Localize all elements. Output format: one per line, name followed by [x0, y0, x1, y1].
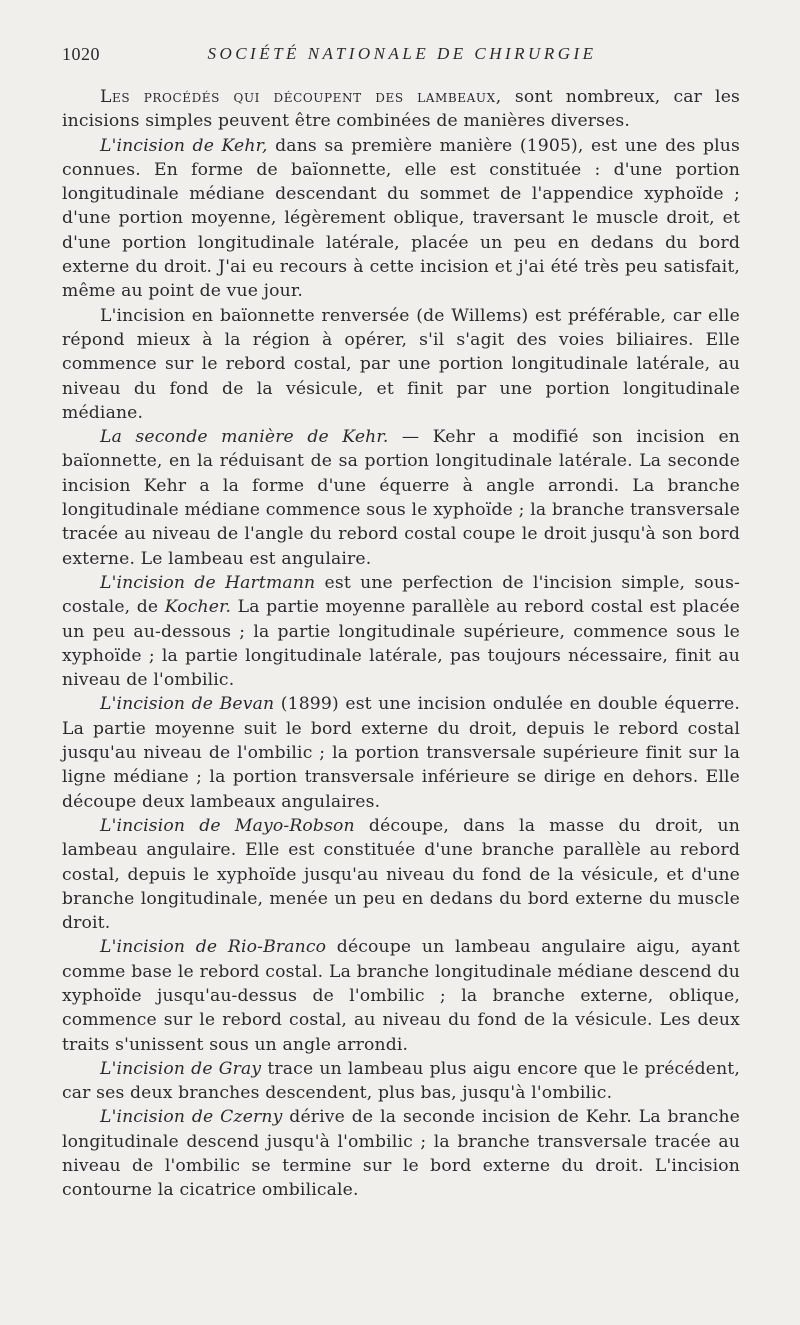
paragraph-kehr	[62, 134, 740, 304]
paragraph-text: dans sa première manière (1905), est une des plus connues. En forme de baïonnette, elle est constituée : d'une portion longitudinale médiane descendant du sommet de l'appendice xyphoïde ; d'une portion moyenne, légèrement oblique, traversant le muscle droit, et d'une portion longitudinale latérale, placée un peu en dedans du bord externe du droit. J'ai eu recours à cette incision et j'ai été très peu satisfait, même au point de vue jour.	[62, 135, 740, 302]
paragraph-lead: L'incision de Bevan	[100, 694, 275, 715]
paragraph-text: dérive de la seconde incision de Kehr. La branche longitudinale descend jusqu'à l'ombilic ; la branche transversale tracée au niveau de l'ombilic se termine sur le bord externe du droit. L'incision contourne la cicatrice ombilicale.	[62, 1107, 740, 1201]
paragraph-lead: L'incision de Rio-Branco	[100, 937, 327, 958]
paragraph-lead: L'incision de Czerny	[100, 1107, 283, 1128]
paragraph-rio-branco	[62, 935, 740, 1056]
paragraph-mayo-robson	[62, 814, 740, 935]
paragraph-text: sont nombreux, car les incisions simples peuvent être combinées de manières diverses.	[62, 87, 740, 132]
paragraph-bevan	[62, 692, 740, 813]
paragraph-tail: La partie moyenne parallèle au rebord costal est placée un peu au-dessous ; la partie longitudinale supérieure, commence sous le xyphoïde ; la partie longitudinale latérale, pas toujours nécessaire, finit au niveau de l'ombilic.	[62, 597, 740, 691]
paragraph-text: est une perfection de l'incision simple, sous-costale, de	[62, 572, 741, 618]
paragraph-lead: L'incision de Hartmann	[100, 572, 316, 593]
page-number: 1020	[62, 44, 100, 64]
paragraph-willems	[62, 304, 740, 425]
paragraph-text: trace un lambeau plus aigu encore que le précédent, car ses deux branches descendent, plus bas, jusqu'à l'ombilic.	[62, 1058, 740, 1104]
paragraph-text: L'incision en baïonnette renversée (de Willems) est préférable, car elle répond mieux à la région à opérer, s'il s'agit des voies biliaires. Elle commence sur le rebord costal, par une portion longitudinale latérale, au niveau du fond de la vésicule, et finit par une portion longitudinale médiane.	[62, 305, 740, 423]
paragraph-mid: Kocher.	[164, 597, 232, 618]
running-title: SOCIÉTÉ NATIONALE DE CHIRURGIE	[207, 44, 597, 63]
paragraph-czerny	[62, 1105, 740, 1202]
paragraph-lead: La seconde manière de Kehr.	[100, 427, 389, 448]
paragraph-intro	[62, 85, 740, 134]
paragraph-lead: L'incision de Mayo-Robson	[100, 815, 355, 836]
paragraph-lead: Les procédés qui découpent des lambeaux,	[100, 87, 502, 107]
paragraph-text: — Kehr a modifié son incision en baïonnette, en la réduisant de sa portion longitudinale latérale. La seconde incision Kehr a la forme d'une équerre à angle arrondi. La branche longitudinale médiane commence sous le xyphoïde ; la branche transversale tracée au niveau de l'angle du rebord costal coupe le droit jusqu'à son bord externe. Le lambeau est angulaire.	[62, 427, 740, 569]
paragraph-text: découpe, dans la masse du droit, un lambeau angulaire. Elle est constituée d'une branche parallèle au rebord costal, depuis le xyphoïde jusqu'au niveau du fond de la vésicule, et d'une branche longitudinale, menée un peu en dedans du bord externe du muscle droit.	[62, 815, 741, 934]
paragraph-kehr-second	[62, 425, 740, 571]
paragraph-text: (1899) est une incision ondulée en double équerre. La partie moyenne suit le bord externe du droit, depuis le rebord costal jusqu'au niveau de l'ombilic ; la portion transversale supérieure finit sur la ligne médiane ; la portion transversale inférieure se dirige en dehors. Elle découpe deux lambeaux angulaires.	[62, 694, 740, 812]
page-header	[62, 44, 742, 68]
paragraph-gray	[62, 1057, 740, 1106]
paragraph-lead: L'incision de Gray	[100, 1058, 262, 1079]
paragraph-hartmann	[62, 571, 740, 692]
paragraph-lead: L'incision de Kehr,	[100, 135, 268, 156]
body-text	[62, 85, 740, 1203]
paragraph-text: découpe un lambeau angulaire aigu, ayant comme base le rebord costal. La branche longitudinale médiane descend du xyphoïde jusqu'au-dessus de l'ombilic ; la branche externe, oblique, commence sur le rebord costal, au niveau du fond de la vésicule. Les deux traits s'unissent sous un angle arrondi.	[62, 937, 740, 1055]
